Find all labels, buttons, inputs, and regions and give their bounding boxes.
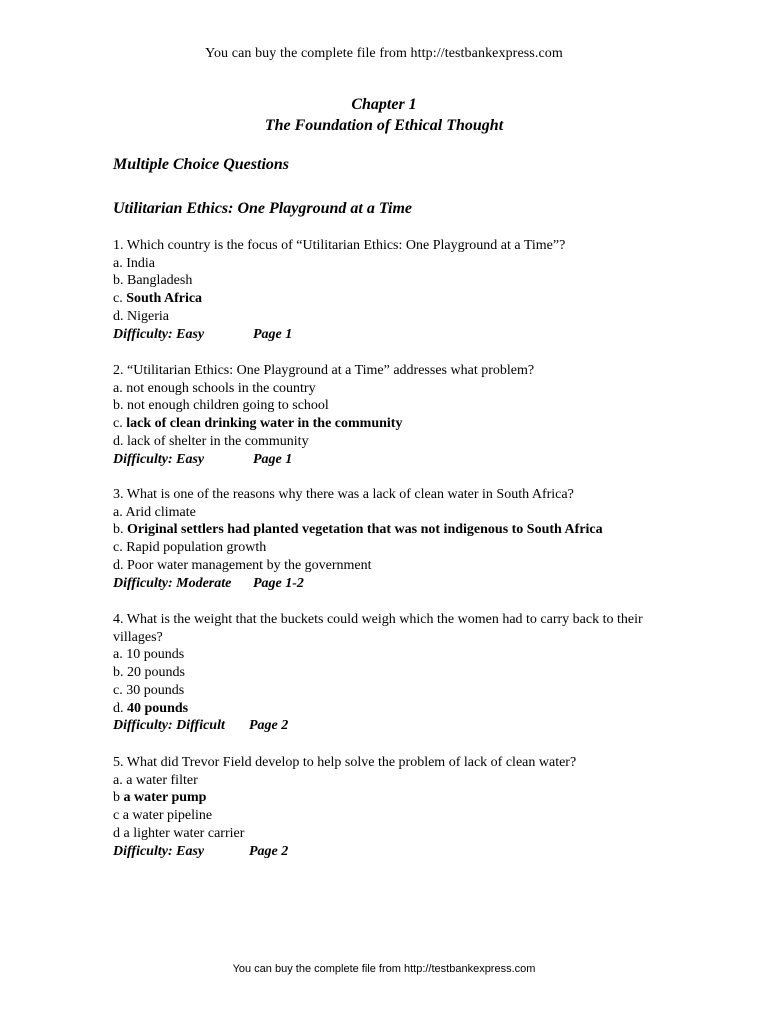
option-a: a. 10 pounds — [113, 647, 185, 663]
chapter-title: The Foundation of Ethical Thought — [264, 117, 504, 134]
difficulty: Difficulty: Moderate — [113, 575, 232, 591]
option-d: d a lighter water carrier — [113, 825, 245, 841]
page-footer: You can buy the complete file from http://testbankexpress.com — [232, 963, 536, 975]
option-b-correct: b a water pump — [113, 790, 207, 806]
question-stem: 4. What is the weight that the buckets could weigh which the women had to carry back to their villages? — [113, 612, 643, 645]
question-meta — [113, 326, 658, 344]
difficulty: Difficulty: Easy — [113, 451, 205, 467]
page-ref: Page 1 — [253, 326, 293, 342]
question-meta — [113, 451, 658, 469]
section-heading: Multiple Choice Questions — [113, 156, 290, 173]
option-c: c. 30 pounds — [113, 682, 185, 698]
option-b: b. Bangladesh — [113, 273, 193, 289]
chapter-heading — [0, 94, 768, 136]
option-c-correct: c. South Africa — [113, 291, 203, 307]
option-d: d. Poor water management by the government — [113, 557, 372, 573]
option-d: d. lack of shelter in the community — [113, 433, 309, 449]
question-3 — [113, 486, 658, 592]
option-a: a. not enough schools in the country — [113, 380, 316, 396]
question-stem: 2. “Utilitarian Ethics: One Playground at a Time” addresses what problem? — [113, 363, 535, 378]
difficulty: Difficulty: Easy — [113, 843, 205, 859]
page-ref: Page 1-2 — [253, 575, 304, 591]
page-header: You can buy the complete file from http://testbankexpress.com — [205, 46, 563, 61]
question-1 — [113, 237, 658, 343]
option-c: c. Rapid population growth — [113, 540, 267, 556]
difficulty: Difficulty: Difficult — [113, 718, 225, 734]
question-meta — [113, 717, 658, 735]
option-c: c a water pipeline — [113, 808, 213, 824]
option-d: d. Nigeria — [113, 308, 169, 324]
option-c-correct: c. lack of clean drinking water in the community — [113, 416, 403, 432]
question-meta — [113, 575, 658, 593]
page-ref: Page 1 — [253, 451, 293, 467]
option-b-correct: b. Original settlers had planted vegetation that was not indigenous to South Africa — [113, 522, 603, 538]
option-b: b. 20 pounds — [113, 665, 185, 681]
question-stem: 3. What is one of the reasons why there was a lack of clean water in South Africa? — [113, 487, 574, 502]
question-stem: 1. Which country is the focus of “Utilitarian Ethics: One Playground at a Time”? — [113, 238, 566, 253]
question-meta — [113, 843, 658, 861]
option-a: a. a water filter — [113, 772, 198, 788]
option-a: a. India — [113, 255, 155, 271]
chapter-number: Chapter 1 — [351, 96, 417, 113]
page-ref: Page 2 — [249, 843, 289, 859]
option-d-correct: d. 40 pounds — [113, 700, 189, 716]
option-b: b. not enough children going to school — [113, 398, 329, 414]
question-2 — [113, 362, 658, 468]
page-ref: Page 2 — [249, 718, 289, 734]
subsection-heading: Utilitarian Ethics: One Playground at a Time — [113, 200, 412, 217]
question-stem: 5. What did Trevor Field develop to help solve the problem of lack of clean water? — [113, 755, 577, 770]
option-a: a. Arid climate — [113, 504, 196, 520]
question-4 — [113, 611, 658, 735]
question-5 — [113, 754, 658, 860]
difficulty: Difficulty: Easy — [113, 326, 205, 342]
